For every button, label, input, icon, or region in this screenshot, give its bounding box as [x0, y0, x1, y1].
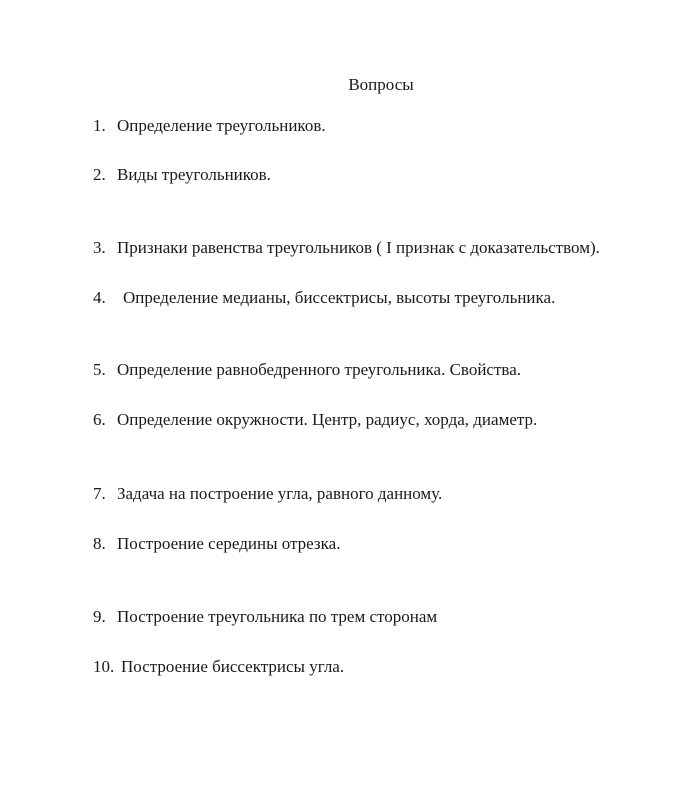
item-number: 9.: [93, 607, 106, 626]
item-text: Построение биссектрисы угла.: [121, 657, 345, 676]
item-number: 3.: [93, 238, 106, 257]
list-item: [93, 237, 600, 259]
item-text: Виды треугольников.: [117, 165, 271, 184]
item-text: Определение треугольников.: [117, 116, 326, 135]
item-text: Построение середины отрезка.: [117, 534, 341, 553]
list-item: [93, 287, 555, 309]
item-number: 7.: [93, 484, 106, 503]
list-item: [93, 164, 271, 186]
item-number: 2.: [93, 165, 106, 184]
item-text: Задача на построение угла, равного данному.: [117, 484, 443, 503]
item-text: Определение равнобедренного треугольника. Свойства.: [117, 360, 521, 379]
item-number: 8.: [93, 534, 106, 553]
item-number: 4.: [93, 288, 106, 307]
list-item: [93, 483, 442, 505]
list-item: [93, 533, 340, 555]
list-item: [93, 115, 326, 137]
list-item: [93, 656, 344, 678]
list-item: [93, 359, 521, 381]
item-text: Определение окружности. Центр, радиус, хорда, диаметр.: [117, 410, 538, 429]
item-text: Построение треугольника по трем сторонам: [117, 607, 438, 626]
item-number: 6.: [93, 410, 106, 429]
document-title: Вопросы: [348, 75, 414, 94]
item-number: 5.: [93, 360, 106, 379]
item-text: Определение медианы, биссектрисы, высоты треугольника.: [123, 288, 556, 307]
list-item: [93, 606, 437, 628]
item-number: 10.: [93, 657, 115, 676]
item-number: 1.: [93, 116, 106, 135]
list-item: [93, 409, 537, 431]
item-text: Признаки равенства треугольников ( I признак с доказательством).: [117, 238, 600, 257]
